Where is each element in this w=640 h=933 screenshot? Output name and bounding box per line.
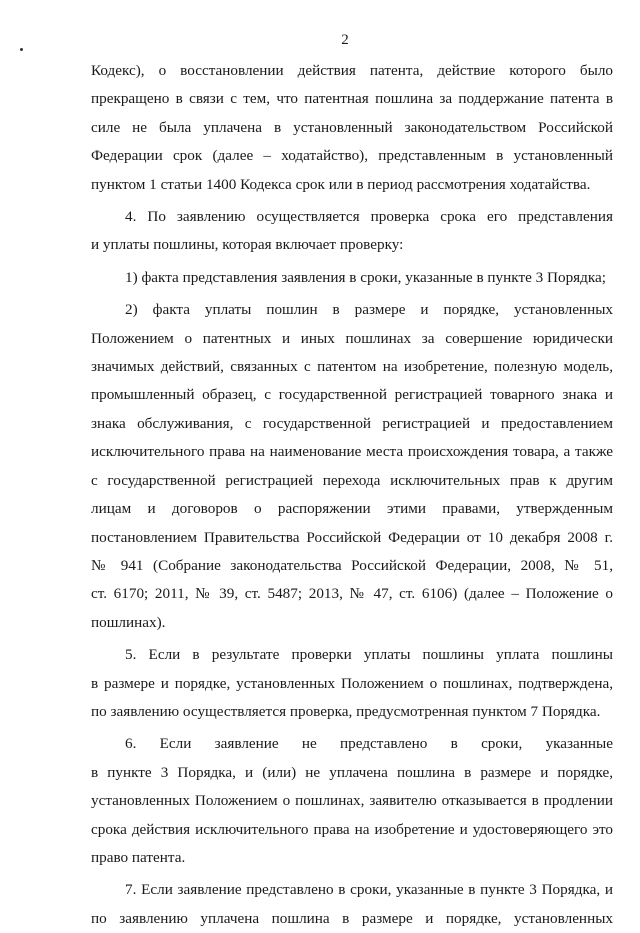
text-line: по заявлению осуществляется проверка, предусмотренная пунктом 7 Порядка.	[91, 702, 601, 720]
text-line: пошлинах).	[91, 613, 166, 631]
text-line: и уплаты пошлины, которая включает проверку:	[91, 236, 404, 254]
text-line: Положением о патентных и иных пошлинах за совершение юридически	[91, 329, 613, 347]
text-line: пунктом 1 статьи 1400 Кодекса срок или в период рассмотрения ходатайства.	[91, 175, 591, 193]
text-line: силе не была уплачена в установленный законодательством Российской	[91, 118, 613, 136]
text-line: значимых действий, связанных с патентом на изобретение, полезную модель,	[91, 358, 613, 376]
text-line: ст. 6170; 2011, № 39, ст. 5487; 2013, № 47, ст. 6106) (далее – Положение о	[91, 585, 613, 603]
text-line: 7. Если заявление представлено в сроки, указанные в пункте 3 Порядка, и	[125, 881, 613, 899]
text-line: Кодекс), о восстановлении действия патента, действие которого было	[91, 62, 613, 79]
document-body	[91, 57, 613, 933]
text-line: лицам и договоров о распоряжении этими правами, утвержденным	[91, 500, 613, 518]
text-line: срока действия исключительного права на изобретение и удостоверяющего это	[91, 820, 613, 838]
text-line: прекращено в связи с тем, что патентная пошлина за поддержание патента в	[91, 90, 613, 108]
text-line: 5. Если в результате проверки уплаты пошлины уплата пошлины	[125, 646, 613, 664]
text-line: по заявлению уплачена пошлина в размере и порядке, установленных	[91, 909, 613, 927]
text-line: постановлением Правительства Российской Федерации от 10 декабря 2008 г.	[91, 528, 613, 546]
text-line: знака обслуживания, с государственной регистрацией и предоставлением	[91, 414, 613, 432]
text-line: 6. Если заявление не представлено в сроки, указанные	[125, 735, 613, 753]
paragraph-continuation	[91, 57, 613, 199]
paragraph-4	[91, 203, 613, 260]
paragraph-4-item-1	[91, 264, 613, 292]
text-line: установленных Положением о пошлинах, заявителю отказывается в продлении	[91, 792, 613, 810]
paragraph-4-item-2	[91, 296, 613, 637]
paragraph-5	[91, 641, 613, 726]
text-line: 4. По заявлению осуществляется проверка срока его представления	[125, 208, 613, 226]
text-line: с государственной регистрацией перехода исключительных прав к другим	[91, 471, 613, 489]
text-line: исключительного права на наименование места происхождения товара, а также	[91, 443, 613, 461]
text-line: промышленный образец, с государственной регистрацией товарного знака и	[91, 386, 613, 404]
text-line: право патента.	[91, 848, 186, 866]
text-line: в размере и порядке, установленных Положением о пошлинах, подтверждена,	[91, 674, 613, 692]
text-line: № 941 (Собрание законодательства Российской Федерации, 2008, № 51,	[91, 556, 613, 574]
margin-mark	[20, 48, 23, 51]
text-line: в пункте 3 Порядка, и (или) не уплачена пошлина в размере и порядке,	[91, 763, 613, 781]
text-line: 1) факта представления заявления в сроки, указанные в пункте 3 Порядка;	[125, 268, 607, 286]
text-line: 2) факта уплаты пошлин в размере и порядке, установленных	[125, 301, 613, 319]
page-number: 2	[341, 32, 349, 48]
paragraph-6	[91, 730, 613, 872]
text-line: Федерации срок (далее – ходатайство), представленным в установленный	[91, 147, 613, 165]
